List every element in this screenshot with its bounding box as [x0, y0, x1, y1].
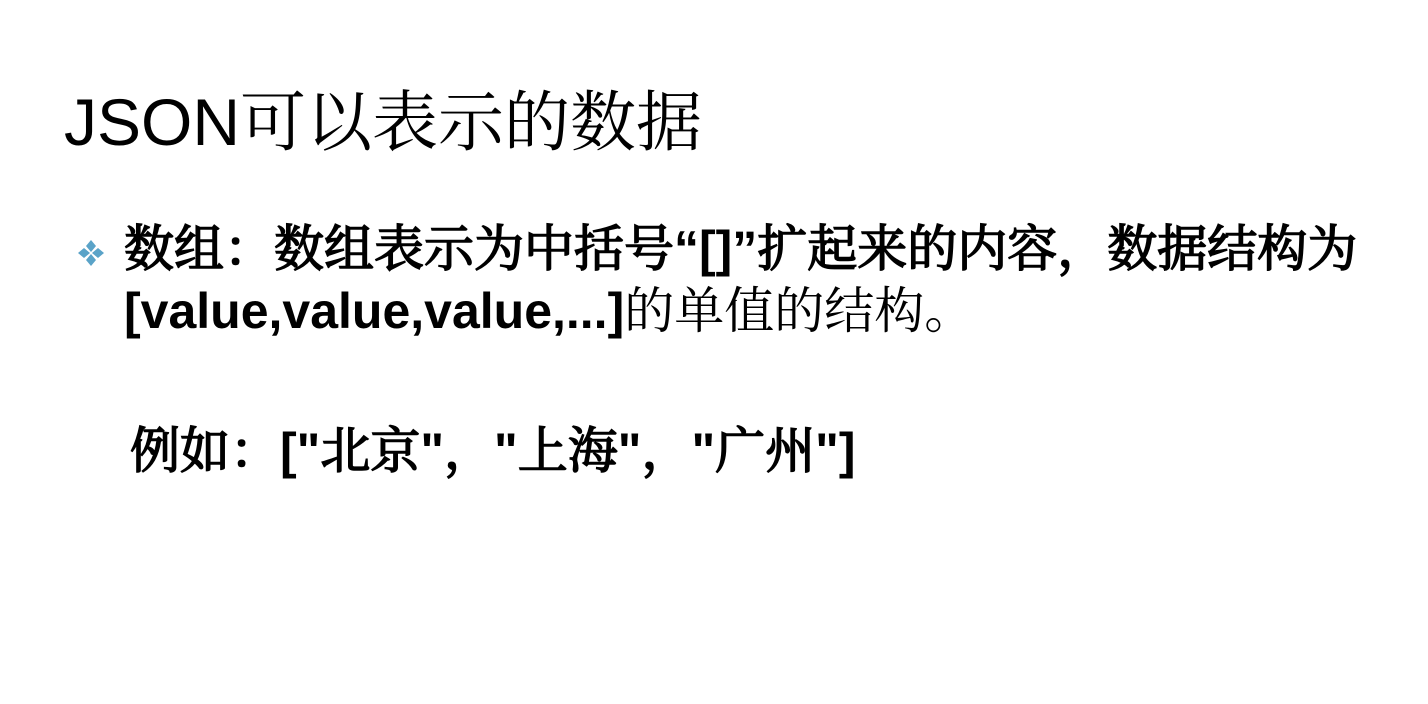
bullet-text — [124, 218, 1396, 342]
bullet-item — [76, 218, 1396, 342]
bullet-text-normal: 的单值的结构。 — [624, 283, 975, 339]
bullet-text-bold: 数组：数组表示为中括号“[]”扩起来的内容，数据结构为 [value,value,value,...] — [124, 221, 1358, 339]
diamond-bullet-icon — [76, 238, 106, 268]
example-text: 例如：["北京"，"上海"，"广州"] — [130, 423, 856, 479]
slide-title: JSON可以表示的数据 — [64, 85, 703, 159]
